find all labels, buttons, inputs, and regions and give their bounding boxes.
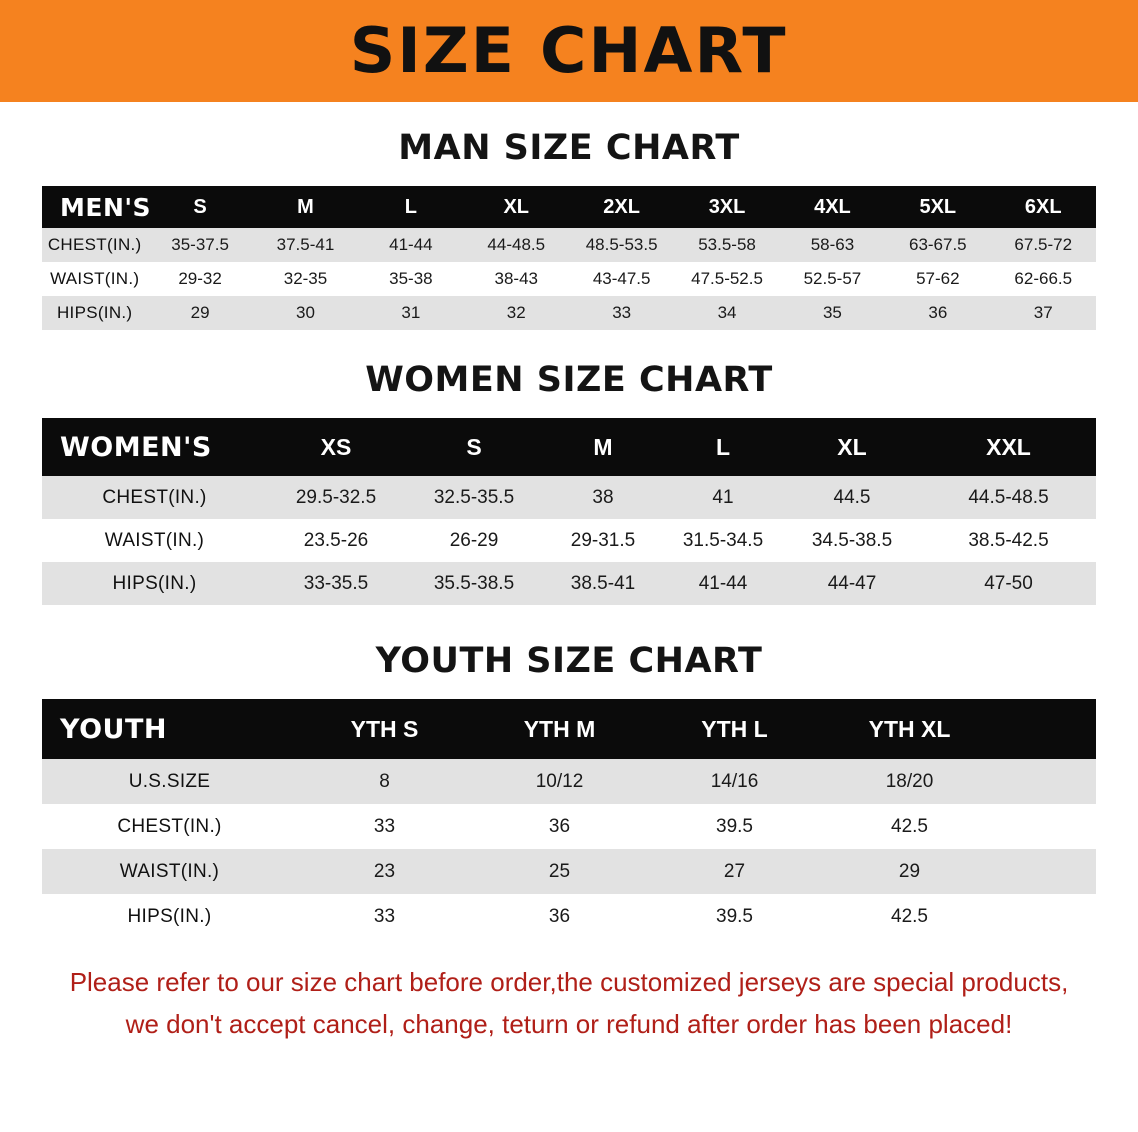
table-cell: 32 [464, 296, 569, 330]
table-cell: 37.5-41 [253, 228, 358, 262]
table-row [42, 519, 1096, 562]
row-label: WAIST(IN.) [42, 849, 297, 894]
man-size-header: S [147, 186, 252, 228]
man-table-wrap [42, 186, 1096, 330]
disclaimer-line-2: we don't accept cancel, change, teturn or refund after order has been placed! [125, 1009, 1013, 1040]
table-cell: 43-47.5 [569, 262, 674, 296]
table-cell: 41-44 [663, 562, 783, 605]
man-size-header: 6XL [991, 186, 1096, 228]
man-section-title: MAN SIZE CHART [398, 128, 740, 168]
table-cell: 36 [885, 296, 990, 330]
women-table-head [42, 418, 1096, 476]
man-size-header: 5XL [885, 186, 990, 228]
women-size-header: XS [267, 418, 405, 476]
table-row [42, 296, 1096, 330]
table-cell: 29 [147, 296, 252, 330]
women-size-header: XL [783, 418, 921, 476]
women-header-row [42, 418, 1096, 476]
man-size-header: 4XL [780, 186, 885, 228]
table-cell: 32.5-35.5 [405, 476, 543, 519]
table-cell: 41-44 [358, 228, 463, 262]
youth-size-table [42, 699, 1096, 939]
women-table-body [42, 476, 1096, 605]
table-cell: 32-35 [253, 262, 358, 296]
row-label: WAIST(IN.) [42, 519, 267, 562]
table-cell: 14/16 [647, 759, 822, 804]
table-cell: 29-31.5 [543, 519, 663, 562]
table-cell: 53.5-58 [674, 228, 779, 262]
table-cell: 58-63 [780, 228, 885, 262]
table-cell-empty [997, 894, 1096, 939]
table-cell: 30 [253, 296, 358, 330]
women-size-header: M [543, 418, 663, 476]
table-cell: 33 [297, 804, 472, 849]
table-cell: 27 [647, 849, 822, 894]
table-cell: 35-38 [358, 262, 463, 296]
table-row [42, 894, 1096, 939]
table-cell: 31.5-34.5 [663, 519, 783, 562]
table-row [42, 228, 1096, 262]
table-cell: 67.5-72 [991, 228, 1096, 262]
youth-size-header: YTH XL [822, 699, 997, 759]
table-cell: 38.5-41 [543, 562, 663, 605]
table-cell: 42.5 [822, 804, 997, 849]
man-size-header: 3XL [674, 186, 779, 228]
table-cell: 29-32 [147, 262, 252, 296]
youth-header-row [42, 699, 1096, 759]
youth-table-body [42, 759, 1096, 939]
table-cell: 34.5-38.5 [783, 519, 921, 562]
table-cell: 36 [472, 894, 647, 939]
women-section-title: WOMEN SIZE CHART [365, 360, 773, 400]
table-cell: 52.5-57 [780, 262, 885, 296]
disclaimer-note [40, 961, 1098, 1045]
page-title: SIZE CHART [350, 14, 788, 87]
table-cell: 38.5-42.5 [921, 519, 1096, 562]
table-cell: 44.5 [783, 476, 921, 519]
man-header-row [42, 186, 1096, 228]
table-cell: 23.5-26 [267, 519, 405, 562]
table-cell: 10/12 [472, 759, 647, 804]
table-cell: 35 [780, 296, 885, 330]
disclaimer-line-1: Please refer to our size chart before order,the customized jerseys are special products, [69, 967, 1069, 997]
row-label: HIPS(IN.) [42, 296, 147, 330]
row-label: CHEST(IN.) [42, 804, 297, 849]
table-cell: 38-43 [464, 262, 569, 296]
table-cell: 8 [297, 759, 472, 804]
women-size-table [42, 418, 1096, 605]
table-cell: 33 [569, 296, 674, 330]
row-label: CHEST(IN.) [42, 476, 267, 519]
youth-table-head [42, 699, 1096, 759]
youth-size-header: YTH M [472, 699, 647, 759]
table-cell: 48.5-53.5 [569, 228, 674, 262]
table-cell: 35.5-38.5 [405, 562, 543, 605]
table-cell: 29 [822, 849, 997, 894]
table-cell: 36 [472, 804, 647, 849]
table-cell: 39.5 [647, 804, 822, 849]
table-cell: 23 [297, 849, 472, 894]
table-cell: 44-47 [783, 562, 921, 605]
women-header-label: WOMEN'S [42, 418, 267, 476]
man-size-header: XL [464, 186, 569, 228]
table-cell: 63-67.5 [885, 228, 990, 262]
table-cell: 44.5-48.5 [921, 476, 1096, 519]
row-label: U.S.SIZE [42, 759, 297, 804]
table-cell: 29.5-32.5 [267, 476, 405, 519]
table-row [42, 849, 1096, 894]
man-table-body [42, 228, 1096, 330]
table-row [42, 476, 1096, 519]
table-row [42, 759, 1096, 804]
man-size-header: L [358, 186, 463, 228]
man-size-header: M [253, 186, 358, 228]
table-row [42, 562, 1096, 605]
table-cell: 33 [297, 894, 472, 939]
table-cell: 18/20 [822, 759, 997, 804]
row-label: WAIST(IN.) [42, 262, 147, 296]
table-cell-empty [997, 759, 1096, 804]
table-cell: 57-62 [885, 262, 990, 296]
man-table-head [42, 186, 1096, 228]
table-cell: 47-50 [921, 562, 1096, 605]
table-cell: 34 [674, 296, 779, 330]
youth-table-wrap [42, 699, 1096, 939]
table-cell: 33-35.5 [267, 562, 405, 605]
table-cell: 44-48.5 [464, 228, 569, 262]
table-cell: 25 [472, 849, 647, 894]
table-cell: 47.5-52.5 [674, 262, 779, 296]
table-cell: 41 [663, 476, 783, 519]
table-cell: 26-29 [405, 519, 543, 562]
row-label: HIPS(IN.) [42, 894, 297, 939]
women-size-header: L [663, 418, 783, 476]
row-label: CHEST(IN.) [42, 228, 147, 262]
man-header-label: MEN'S [42, 186, 147, 228]
table-cell: 37 [991, 296, 1096, 330]
man-size-table [42, 186, 1096, 330]
row-label: HIPS(IN.) [42, 562, 267, 605]
youth-section-title: YOUTH SIZE CHART [375, 641, 763, 681]
women-size-header: XXL [921, 418, 1096, 476]
table-cell: 31 [358, 296, 463, 330]
table-cell: 38 [543, 476, 663, 519]
man-size-header: 2XL [569, 186, 674, 228]
table-cell: 39.5 [647, 894, 822, 939]
youth-header-label: YOUTH [42, 699, 297, 759]
page-banner [0, 0, 1138, 102]
table-cell: 35-37.5 [147, 228, 252, 262]
table-row [42, 262, 1096, 296]
table-cell-empty [997, 849, 1096, 894]
table-cell: 62-66.5 [991, 262, 1096, 296]
women-table-wrap [42, 418, 1096, 605]
youth-size-header: YTH L [647, 699, 822, 759]
table-cell-empty [997, 804, 1096, 849]
women-size-header: S [405, 418, 543, 476]
youth-size-header: YTH S [297, 699, 472, 759]
table-cell: 42.5 [822, 894, 997, 939]
table-row [42, 804, 1096, 849]
youth-header-spacer [997, 699, 1096, 759]
